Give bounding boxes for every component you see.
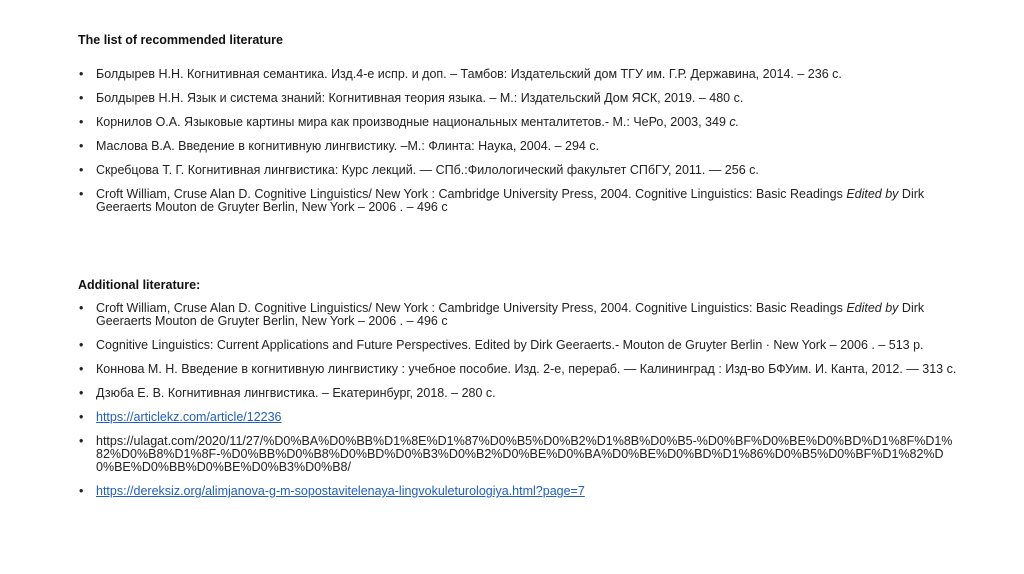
item-text-rest: Dirk Geeraerts Mouton de Gruyter Berlin, New York – 2006 . – 496 с [96,187,925,214]
item-text: Корнилов О.А. Языковые картины мира как производные национальных менталитетов.- М.: ЧеРо, 2003, 349 [96,115,730,129]
item-text: Скребцова Т. Г. Когнитивная лингвистика: Курс лекций. — СПб.:Филологический факультет СПбГУ, 2011. — 256 с. [96,163,759,177]
item-text-rest: Dirk Geeraerts Mouton de Gruyter Berlin, New York – 2006 . – 496 с [96,301,925,328]
recommended-literature-title: The list of recommended literature [78,33,283,47]
item-text: Болдырев Н.Н. Когнитивная семантика. Изд.4-е испр. и доп. – Тамбов: Издательский дом ТГУ им. Г.Р. Державина, 2014. – 236 с. [96,67,842,81]
item-text: Болдырев Н.Н. Язык и система знаний: Когнитивная теория языка. – М.: Издательский Дом ЯСК, 2019. – 480 с. [96,91,744,105]
list-item [78,339,968,352]
list-item [78,116,968,129]
list-item [78,387,968,400]
item-italic: Edited by [846,301,899,315]
dereksiz-link[interactable]: https://dereksiz.org/alimjanova-g-m-sopostavitelenaya-lingvokuleturologiya.html?page=7 [96,484,585,498]
articlekz-link[interactable]: https://articlekz.com/article/12236 [96,410,282,424]
item-text: Коннова М. Н. Введение в когнитивную лингвистику : учебное пособие. Изд. 2-е, перераб. — Калининград : Изд-во БФУим. И. Канта, 2012. — 313 с. [96,362,957,376]
item-text: Дзюба Е. В. Когнитивная лингвистика. – Екатеринбург, 2018. – 280 с. [96,386,496,400]
list-item [78,92,968,105]
additional-literature-list [78,302,968,509]
list-item [78,411,968,424]
additional-literature-title: Additional literature: [78,278,201,292]
item-italic: с. [729,115,740,129]
list-item [78,188,968,214]
list-item [78,435,968,474]
item-text: Cognitive Linguistics: Current Applications and Future Perspectives. Edited by Dirk Geeraerts.- Mouton de Gruyter Berlin · New York – 2006 . – 513 p. [96,338,924,352]
list-item [78,140,968,153]
item-italic: Edited by [846,187,899,201]
list-item [78,164,968,177]
item-text: Croft William, Cruse Alan D. Cognitive Linguistics/ New York : Cambridge University Press, 2004. Cognitive Linguistics: Basic Readings [96,301,847,315]
recommended-literature-list [78,68,968,225]
list-item [78,363,968,376]
list-item [78,68,968,81]
list-item [78,485,968,498]
item-text: Croft William, Cruse Alan D. Cognitive Linguistics/ New York : Cambridge University Press, 2004. Cognitive Linguistics: Basic Readings [96,187,847,201]
item-text: Маслова В.А. Введение в когнитивную лингвистику. –М.: Флинта: Наука, 2004. – 294 с. [96,139,600,153]
ulagat-url-text: https://ulagat.com/2020/11/27/%D0%BA%D0%BB%D1%8E%D1%87%D0%B5%D0%B2%D1%8B%D0%B5-%D0%BF%D0%BE%D0%BD%D1%8F%D1%82%D0%B8%D1%8F-%D0%BB%D0%B8%D0%BD%D0%B3%D0%B2%D0%BE%D0%BA%D0%BE%D0%BD%D1%86%D0%B5%D0%BF%D1%82%D0%BE%D0%BB%D0%BE%D0%B3%D0%B8/ [96,434,953,474]
list-item [78,302,968,328]
